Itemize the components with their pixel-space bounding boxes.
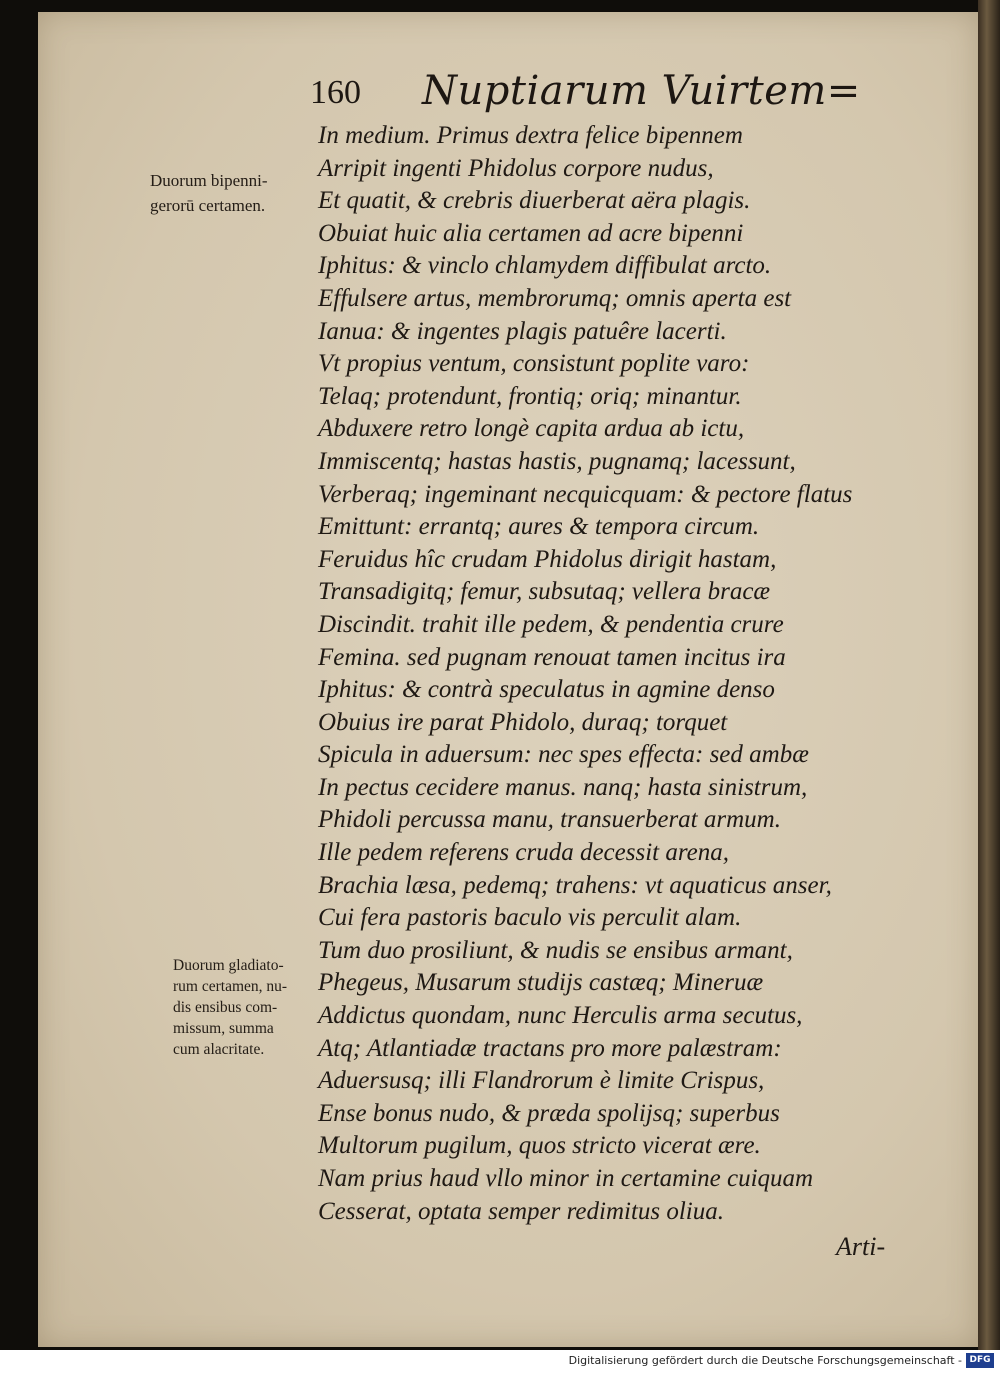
- verse-line: Cui fera pastoris baculo vis perculit alam.: [318, 904, 742, 932]
- verse-line: Emittunt: errantq; aures & tempora circum.: [318, 513, 760, 541]
- marginal-note-bipenniferi: [150, 168, 268, 218]
- marginal-note-line: gerorū certamen.: [150, 196, 266, 215]
- digitization-credit: Digitalisierung gefördert durch die Deutsche Forschungsgemeinschaft -: [568, 1354, 962, 1367]
- marginal-note-line: cum alacritate.: [173, 1041, 265, 1058]
- marginal-note-line: missum, summa: [173, 1020, 274, 1037]
- book-gutter: [978, 0, 1000, 1350]
- dfg-logo: DFG: [966, 1353, 994, 1368]
- running-title: Nuptiarum Vuirtem=: [422, 68, 861, 114]
- verse-line: Ianua: & ingentes plagis patuêre lacerti.: [318, 317, 727, 345]
- verse-line: Phidoli percussa manu, transuerberat armum.: [318, 806, 781, 834]
- page-header: [310, 66, 861, 116]
- footer-bar: [0, 1350, 1000, 1373]
- verse-line: Et quatit, & crebris diuerberat aëra plagis.: [318, 187, 751, 215]
- verse-line: Vt propius ventum, consistunt poplite varo:: [318, 350, 750, 378]
- verse-line: In medium. Primus dextra felice bipennem: [318, 122, 743, 149]
- verse-line: Spicula in aduersum: nec spes effecta: sed ambæ: [318, 741, 809, 769]
- verse-line: Feruidus hîc crudam Phidolus dirigit hastam,: [318, 545, 777, 573]
- verse-line: Immiscentq; hastas hastis, pugnamq; lacessunt,: [318, 447, 796, 475]
- marginal-note-line: rum certamen, nu-: [173, 978, 288, 995]
- verse-line: Atq; Atlantiadæ tractans pro more palæstram:: [318, 1034, 782, 1062]
- verse-line: Effulsere artus, membrorumq; omnis aperta est: [318, 284, 792, 312]
- verse-line: Arripit ingenti Phidolus corpore nudus,: [318, 154, 714, 182]
- verse-line: Iphitus: & contrà speculatus in agmine denso: [318, 676, 775, 704]
- marginal-note-line: Duorum gladiato-: [173, 957, 284, 974]
- marginal-note-gladiatores: [173, 955, 287, 1060]
- verse-line: Tum duo prosiliunt, & nudis se ensibus armant,: [318, 936, 793, 964]
- verse-line: Obuiat huic alia certamen ad acre bipenni: [318, 219, 744, 247]
- verse-line: Addictus quondam, nunc Herculis arma secutus,: [318, 1002, 803, 1030]
- verse-line: Aduersusq; illi Flandrorum è limite Crispus,: [318, 1067, 765, 1095]
- verse-line: Cesserat, optata semper redimitus oliua.: [318, 1197, 725, 1225]
- verse-line: Abduxere retro longè capita ardua ab ictu,: [318, 415, 745, 443]
- verse-line: Ense bonus nudo, & præda spolijsq; superbus: [318, 1099, 780, 1127]
- marginal-note-line: dis ensibus com-: [173, 999, 278, 1016]
- verse-line: Iphitus: & vinclo chlamydem diffibulat arcto.: [318, 252, 772, 280]
- verse-line: Discindit. trahit ille pedem, & pendentia crure: [318, 610, 784, 638]
- verse-text: [318, 120, 878, 1228]
- verse-line: Obuius ire parat Phidolo, duraq; torquet: [318, 708, 728, 736]
- verse-line: In pectus cecidere manus. nanq; hasta sinistrum,: [318, 773, 808, 801]
- verse-line: Verberaq; ingeminant necquicquam: & pectore flatus: [318, 480, 853, 508]
- verse-line: Telaq; protendunt, frontiq; oriq; minantur.: [318, 382, 742, 410]
- verse-line: Brachia læsa, pedemq; trahens: vt aquaticus anser,: [318, 871, 832, 899]
- verse-line: Multorum pugilum, quos stricto vicerat ære.: [318, 1132, 761, 1160]
- page-number: 160: [310, 74, 361, 111]
- verse-line: Ille pedem referens cruda decessit arena,: [318, 839, 729, 867]
- verse-line: Femina. sed pugnam renouat tamen incitus ira: [318, 643, 786, 671]
- verse-line: Nam prius haud vllo minor in certamine cuiquam: [318, 1165, 814, 1192]
- catchword: Arti-: [836, 1232, 886, 1261]
- marginal-note-line: Duorum bipenni-: [150, 171, 268, 190]
- verse-line: Transadigitq; femur, subsutaq; vellera bracæ: [318, 578, 771, 606]
- verse-line: Phegeus, Musarum studijs castæq; Mineruæ: [318, 969, 764, 997]
